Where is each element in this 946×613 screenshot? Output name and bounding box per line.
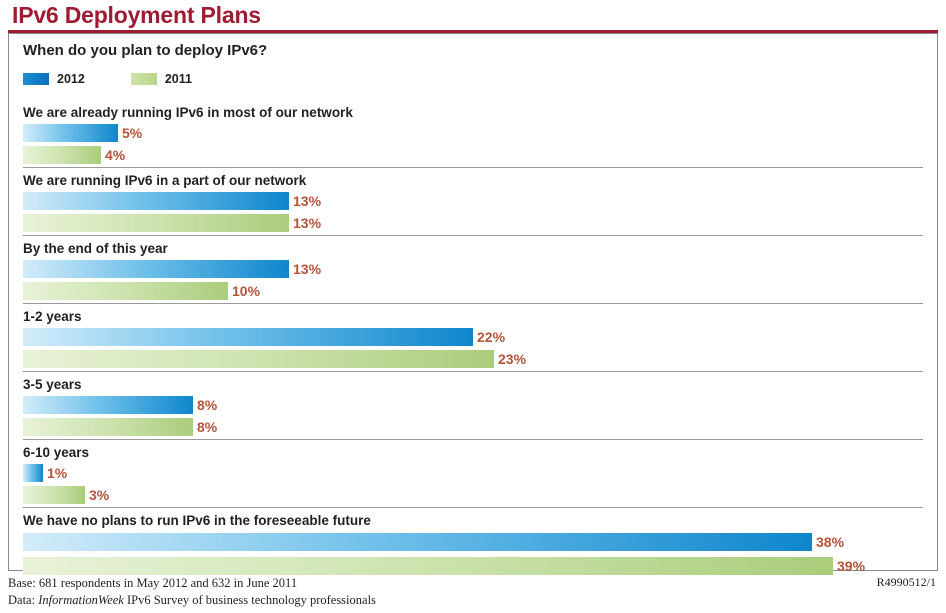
chart-group: [23, 235, 923, 301]
chart-group: [23, 167, 923, 233]
footer-base-line: [8, 575, 938, 592]
chart-group: [23, 439, 923, 505]
bar-row-2012: [23, 123, 923, 143]
chart-footer: [8, 575, 938, 609]
category-label: 3-5 years: [23, 371, 923, 395]
chart-question: When do you plan to deploy IPv6?: [23, 42, 268, 59]
footer-base-text: 681 respondents in May 2012 and 632 in June 2011: [38, 576, 298, 590]
bar-2011: [23, 282, 228, 300]
legend-swatch-2011: [131, 73, 157, 85]
page-title: IPv6 Deployment Plans: [12, 2, 261, 28]
footer-reference-code: R4990512/1: [876, 575, 936, 589]
bar-2012: [23, 124, 118, 142]
bar-2012: [23, 533, 812, 551]
bar-row-2011: [23, 485, 923, 505]
bar-2012: [23, 396, 193, 414]
bar-row-2011: [23, 145, 923, 165]
chart-groups: [23, 100, 923, 579]
bar-value-2012: 38%: [816, 534, 845, 550]
category-label: We have no plans to run IPv6 in the foreseeable future: [23, 507, 923, 531]
category-label: 1-2 years: [23, 303, 923, 327]
bar-row-2012: [23, 259, 923, 279]
bar-2011: [23, 486, 85, 504]
legend-item-2011: [131, 72, 192, 86]
bar-value-2011: 13%: [293, 215, 322, 231]
bar-value-2011: 4%: [105, 147, 126, 163]
bar-row-2012: [23, 463, 923, 483]
bar-value-2012: 13%: [293, 193, 322, 209]
bar-2011: [23, 214, 289, 232]
bar-row-2011: [23, 281, 923, 301]
bar-2011: [23, 418, 193, 436]
category-label: We are running IPv6 in a part of our network: [23, 167, 923, 191]
bar-value-2012: 5%: [122, 125, 143, 141]
footer-publication-name: InformationWeek: [38, 593, 124, 607]
bar-2012: [23, 192, 289, 210]
bar-value-2012: 22%: [477, 329, 506, 345]
legend-swatch-2012: [23, 73, 49, 85]
bar-2011: [23, 146, 101, 164]
bar-row-2011: [23, 213, 923, 233]
footer-data-text: IPv6 Survey of business technology professionals: [123, 593, 376, 607]
bar-row-2012: [23, 191, 923, 211]
bar-2012: [23, 260, 289, 278]
legend-item-2012: [23, 72, 85, 86]
bar-2011: [23, 350, 494, 368]
legend-label-2011: 2011: [164, 72, 192, 86]
bar-value-2011: 8%: [197, 419, 218, 435]
bar-value-2011: 39%: [837, 558, 866, 574]
chart-group: [23, 100, 923, 165]
bar-row-2012: [23, 531, 923, 553]
chart-legend: [23, 72, 238, 86]
chart-group: [23, 507, 923, 577]
bar-row-2012: [23, 327, 923, 347]
legend-label-2012: 2012: [57, 72, 85, 86]
bar-2012: [23, 464, 43, 482]
bar-value-2012: 13%: [293, 261, 322, 277]
category-label: 6-10 years: [23, 439, 923, 463]
category-label: We are already running IPv6 in most of our network: [23, 105, 353, 120]
bar-2011: [23, 557, 833, 575]
bar-row-2011: [23, 349, 923, 369]
footer-base-prefix: Base:: [8, 576, 39, 590]
bar-value-2011: 3%: [89, 487, 110, 503]
bar-value-2011: 10%: [232, 283, 261, 299]
bar-2012: [23, 328, 473, 346]
bar-row-2012: [23, 395, 923, 415]
category-label: By the end of this year: [23, 235, 923, 259]
footer-data-line: [8, 592, 938, 609]
bar-value-2011: 23%: [498, 351, 527, 367]
bar-row-2011: [23, 417, 923, 437]
bar-row-2011: [23, 555, 923, 577]
chart-group: [23, 371, 923, 437]
chart-group: [23, 303, 923, 369]
chart-frame: [8, 33, 938, 574]
footer-data-prefix: Data:: [8, 593, 39, 607]
bar-value-2012: 1%: [47, 465, 68, 481]
bar-value-2012: 8%: [197, 397, 218, 413]
